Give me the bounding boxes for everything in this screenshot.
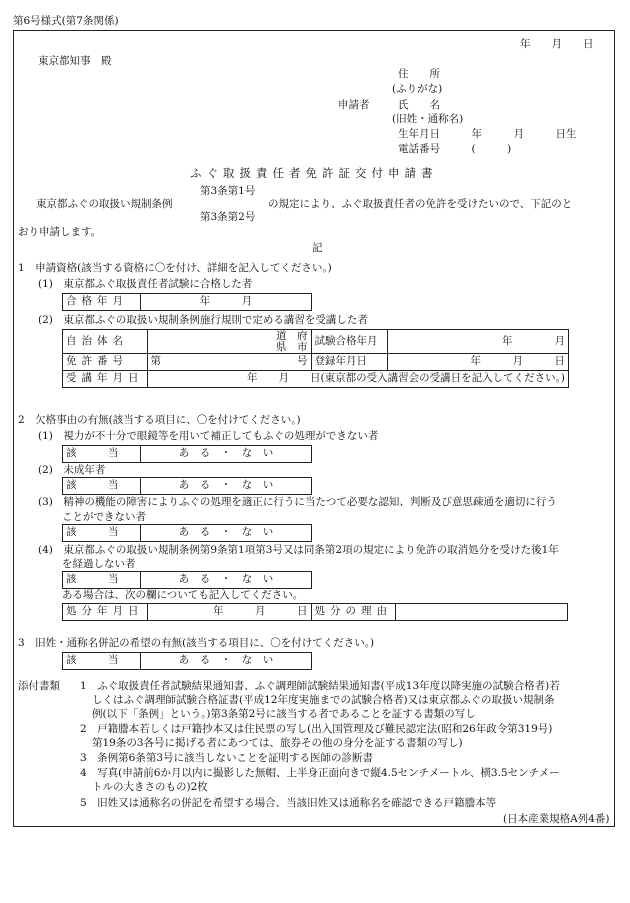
form-number: 第6号様式(第7条関係) bbox=[13, 15, 119, 27]
disq1-table bbox=[62, 445, 312, 463]
attachments-label: 添付書類 bbox=[18, 680, 60, 692]
attachment-4-cont: トルの大きさのもの)2枚 bbox=[92, 781, 208, 793]
attachment-5: 5 旧姓又は通称名の併記を希望する場合、当該旧姓又は通称名を確認できる戸籍謄本等 bbox=[80, 797, 497, 809]
section2-item4-cont: を経過しない者 bbox=[62, 558, 136, 570]
disq2-label: 該 当 bbox=[63, 478, 141, 495]
birthdate-label: 生年月日 年 月 日生 bbox=[398, 128, 577, 140]
former-name-table bbox=[62, 652, 312, 670]
former-name-label: (旧姓・通称名) bbox=[392, 113, 464, 125]
disposition-date-value[interactable]: 年 月 日 bbox=[147, 604, 311, 621]
section1-heading: 1 申請資格(該当する資格に〇を付け、詳細を記入してください。) bbox=[18, 262, 332, 274]
addressee: 東京都知事 殿 bbox=[38, 55, 112, 67]
section3-heading: 3 旧姓・通称名併記の希望の有無(該当する項目に、〇を付けてください。) bbox=[18, 637, 375, 649]
section2-item3-cont: ことができない者 bbox=[62, 511, 146, 523]
furigana-label: (ふりがな) bbox=[392, 83, 443, 95]
intro-text: の規定により、ふぐ取扱責任者の免許を受けたいので、下記のと bbox=[268, 198, 573, 210]
disposition-date-label: 処分年月日 bbox=[63, 604, 148, 621]
disq4-choice[interactable]: あ る ・ な い bbox=[141, 572, 312, 589]
section2-heading: 2 欠格事由の有無(該当する項目に、〇を付けてください。) bbox=[18, 414, 301, 426]
license-number-label: 免許番号 bbox=[63, 354, 148, 371]
attachment-2: 2 戸籍謄本若しくは戸籍抄本又は住民票の写し(出入国管理及び難民認定法(昭和26年政令第319号) bbox=[80, 723, 553, 735]
date-line: 年 月 日 bbox=[520, 38, 594, 50]
pass-date-value[interactable]: 年 月 bbox=[141, 294, 312, 311]
ki-heading: 記 bbox=[312, 242, 323, 254]
attachment-3: 3 条例第6条第3号に該当しないことを証明する医師の診断書 bbox=[80, 752, 374, 764]
section1-item1: (1) 東京都ふぐ取扱責任者試験に合格した者 bbox=[38, 278, 253, 290]
prefecture-suffix: 道 府 bbox=[276, 329, 308, 342]
section1-item2: (2) 東京都ふぐの取扱い規制条例施行規則で定める講習を受講した者 bbox=[38, 314, 368, 326]
attachment-1: 1 ふぐ取扱責任者試験結果通知書、ふぐ調理師試験結果通知書(平成13年度以降実施の試験合格者)若 bbox=[80, 680, 560, 692]
phone-label: 電話番号 ( ) bbox=[398, 143, 512, 155]
course-date-value[interactable]: 年 月 日(東京都の受入講習会の受講日を記入してください。) bbox=[147, 371, 569, 388]
license-number-value[interactable] bbox=[147, 354, 311, 371]
attachment-1-cont2: 例(以下「条例」という。)第3条第2号に該当する者であることを証する書類の写し bbox=[92, 708, 476, 720]
disq3-label: 該 当 bbox=[63, 525, 141, 542]
course-table bbox=[62, 329, 569, 388]
applicant-label: 申請者 bbox=[338, 99, 370, 111]
intro-text-end: おり申請します。 bbox=[18, 226, 102, 238]
license-dai: 第 bbox=[150, 355, 161, 368]
disq2-choice[interactable]: あ る ・ な い bbox=[141, 478, 312, 495]
disposition-reason-label: 処分の理由 bbox=[311, 604, 396, 621]
disq4-table bbox=[62, 571, 312, 589]
paper-size-note: (日本産業規格A列4番) bbox=[503, 813, 610, 825]
municipality-value[interactable] bbox=[147, 330, 311, 354]
disposition-reason-value[interactable] bbox=[396, 604, 568, 621]
disq4-label: 該 当 bbox=[63, 572, 141, 589]
intro-clause-b: 第3条第2号 bbox=[200, 211, 256, 223]
document-title: ふぐ取扱責任者免許証交付申請書 bbox=[190, 166, 438, 180]
city-suffix: 県 市 bbox=[276, 340, 308, 353]
section2-item2: (2) 未成年者 bbox=[38, 464, 106, 476]
pass-date-label: 合格年月 bbox=[63, 294, 141, 311]
course-date-label: 受講年月日 bbox=[63, 371, 148, 388]
intro-ordinance: 東京都ふぐの取扱い規制条例 bbox=[36, 198, 173, 210]
disq3-choice[interactable]: あ る ・ な い bbox=[141, 525, 312, 542]
disq1-label: 該 当 bbox=[63, 446, 141, 463]
registration-date-value[interactable]: 年 月 日 bbox=[387, 354, 569, 371]
intro-clause-a: 第3条第1号 bbox=[200, 185, 256, 197]
exam-date-value[interactable]: 年 月 bbox=[387, 330, 569, 354]
former-name-choice-label: 該 当 bbox=[63, 653, 141, 670]
attachment-2-cont: 第19条の3各号に掲げる者にあつては、旅券その他の身分を証する書類の写し) bbox=[92, 737, 463, 749]
address-label: 住 所 bbox=[398, 68, 440, 80]
name-label: 氏 名 bbox=[398, 99, 440, 111]
municipality-label: 自治体名 bbox=[63, 330, 148, 354]
license-go: 号 bbox=[297, 355, 308, 368]
section2-item1: (1) 視力が不十分で眼鏡等を用いて補正してもふぐの処理ができない者 bbox=[38, 430, 379, 442]
attachment-1-cont: しくはふぐ調理師試験合格証書(平成12年度実施までの試験合格者)又は東京都ふぐの取扱い規制条 bbox=[92, 694, 555, 706]
section2-item4: (4) 東京都ふぐの取扱い規制条例第9条第1項第3号又は同条第2項の規定により免許の取消処分を受けた後1年 bbox=[38, 544, 559, 556]
registration-date-label: 登録年月日 bbox=[311, 354, 387, 371]
disq2-table bbox=[62, 477, 312, 495]
exam-date-label: 試験合格年月 bbox=[311, 330, 387, 354]
former-name-choice[interactable]: あ る ・ な い bbox=[141, 653, 312, 670]
section2-item3: (3) 精神の機能の障害によりふぐの処理を適正に行うに当たつて必要な認知、判断及び意思疎通を適切に行う bbox=[38, 496, 557, 508]
disq1-choice[interactable]: あ る ・ な い bbox=[141, 446, 312, 463]
pass-date-table bbox=[62, 293, 312, 311]
disposition-table bbox=[62, 603, 568, 621]
attachment-4: 4 写真(申請前6か月以内に撮影した無帽、上半身正面向きで縦4.5センチメートル、横3.5センチメー bbox=[80, 767, 560, 779]
disq3-table bbox=[62, 524, 312, 542]
disq4-note: ある場合は、次の欄についても記入してください。 bbox=[62, 589, 304, 601]
